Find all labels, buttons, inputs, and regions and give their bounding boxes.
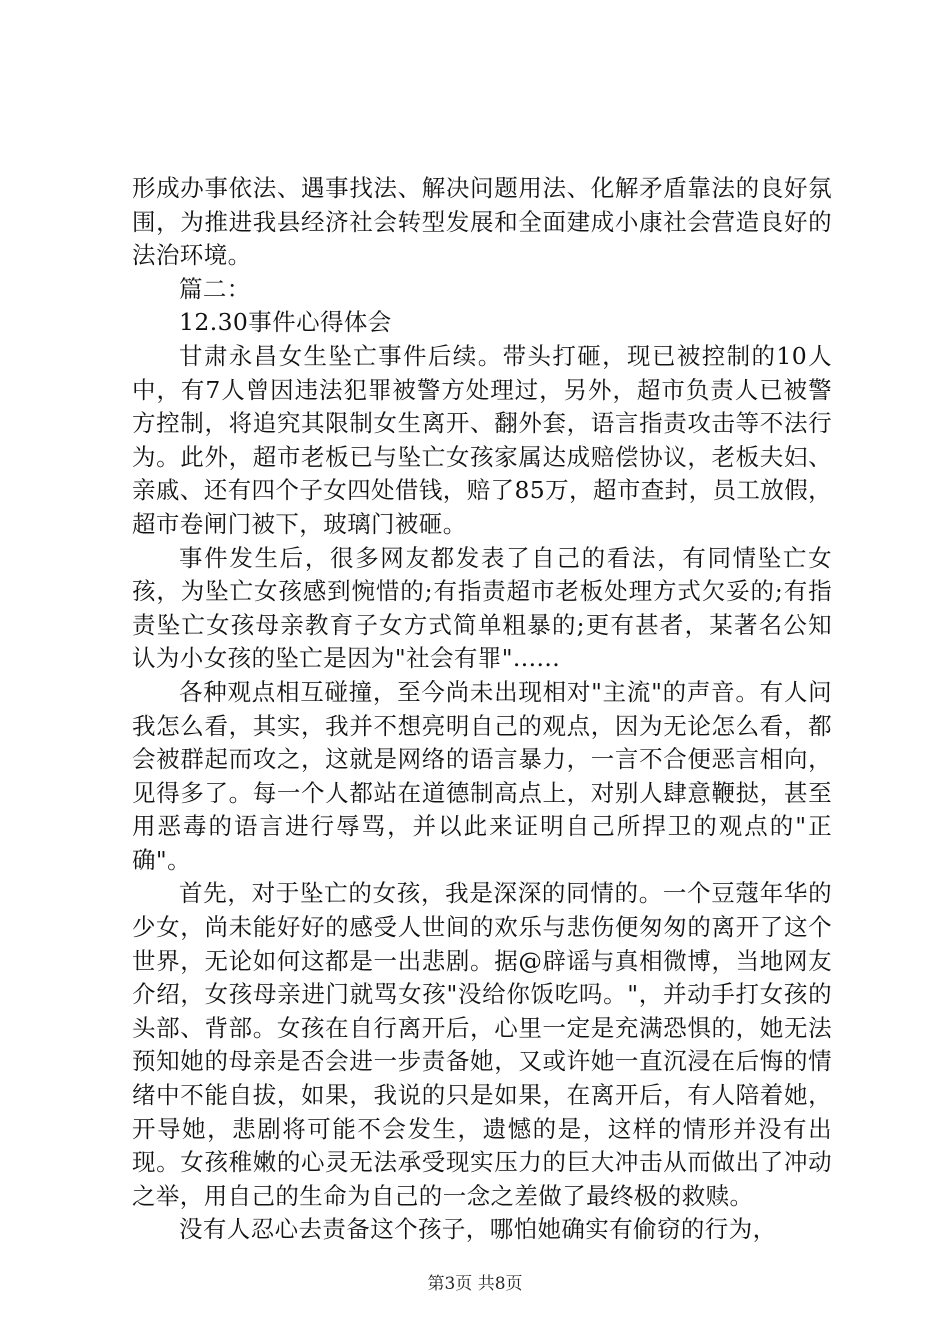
paragraph-reactions: 事件发生后，很多网友都发表了自己的看法，有同情坠亡女孩，为坠亡女孩感到惋惜的;有指责超市老板处理方式欠妥的;有指责坠亡女孩母亲教育子女方式简单粗暴的;更有甚者，某著名公知认为小女孩的坠亡是因为"社会有罪"...... bbox=[132, 543, 832, 673]
article-title: 12.30事件心得体会 bbox=[179, 308, 392, 337]
paragraph-incident: 甘肃永昌女生坠亡事件后续。带头打砸，现已被控制的10人中，有7人曾因违法犯罪被警方处理过，另外，超市负责人已被警方控制，将追究其限制女生离开、翻外套，语言指责攻击等不法行为。此外，超市老板已与坠亡女孩家属达成赔偿协议，老板夫妇、亲戚、还有四个子女四处借钱，赔了85万，超市查封，员工放假，超市卷闸门被下，玻璃门被砸。 bbox=[132, 341, 832, 538]
paragraph-opinions: 各种观点相互碰撞，至今尚未出现相对"主流"的声音。有人问我怎么看，其实，我并不想亮明自己的观点，因为无论怎么看，都会被群起而攻之，这就是网络的语言暴力，一言不合便恶言相向，见得多了。每一个人都站在道德制高点上，对别人肆意鞭挞，甚至用恶毒的语言进行辱骂，并以此来证明自己所捍卫的观点的"正确"。 bbox=[132, 677, 832, 874]
page-number-footer: 第3页 共8页 bbox=[427, 1274, 523, 1294]
document-body bbox=[132, 172, 832, 1247]
section-label: 篇二： bbox=[179, 274, 251, 303]
paragraph-closing: 形成办事依法、遇事找法、解决问题用法、化解矛盾靠法的良好氛围，为推进我县经济社会转型发展和全面建成小康社会营造良好的法治环境。 bbox=[132, 174, 832, 270]
paragraph-conclusion: 没有人忍心去责备这个孩子，哪怕她确实有偷窃的行为， bbox=[179, 1215, 777, 1244]
paragraph-sympathy: 首先，对于坠亡的女孩，我是深深的同情的。一个豆蔻年华的少女，尚未能好好的感受人世间的欢乐与悲伤便匆匆的离开了这个世界，无论如何这都是一出悲剧。据@辟谣与真相微博，当地网友介绍，女孩母亲进门就骂女孩"没给你饭吃吗。"，并动手打女孩的头部、背部。女孩在自行离开后，心里一定是充满恐惧的，她无法预知她的母亲是否会进一步责备她，又或许她一直沉浸在后悔的情绪中不能自拔，如果，我说的只是如果，在离开后，有人陪着她，开导她，悲剧将可能不会发生，遗憾的是，这样的情形并没有出现。女孩稚嫩的心灵无法承受现实压力的巨大冲击从而做出了冲动之举，用自己的生命为自己的一念之差做了最终极的救赎。 bbox=[132, 879, 832, 1210]
